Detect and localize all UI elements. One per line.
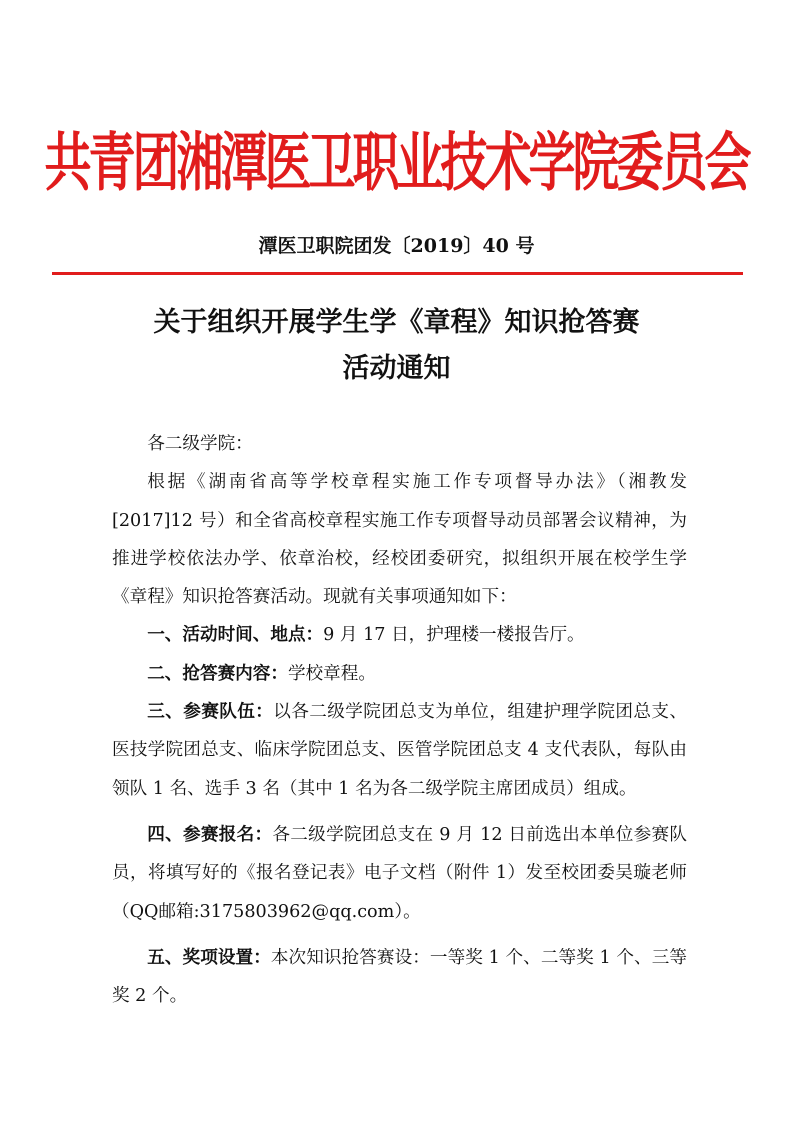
item-text: 学校章程。 bbox=[287, 663, 376, 684]
item-paragraph bbox=[112, 816, 687, 931]
item-paragraph bbox=[112, 939, 687, 1016]
intro-paragraph: 根据《湖南省高等学校章程实施工作专项督导办法》（湘教发[2017]12 号）和全省高校章程实施工作专项督导动员部署会议精神，为推进学校依法办学、依章治校，经校团委研究，拟组织开展在校学生学《章程》知识抢答赛活动。现就有关事项通知如下： bbox=[112, 472, 687, 608]
notice-title bbox=[60, 300, 733, 392]
notice-title-line-1: 关于组织开展学生学《章程》知识抢答赛 bbox=[153, 307, 640, 338]
document-number: 潭医卫职院团发〔2019〕40 号 bbox=[258, 235, 535, 257]
item-heading: 四、参赛报名： bbox=[147, 824, 273, 845]
organization-header: 共青团湘潭医卫职业技术学院委员会 bbox=[44, 126, 749, 201]
item-text: 本次知识抢答赛设：一等奖 1 个、二等奖 1 个、三等奖 2 个。 bbox=[112, 947, 687, 1007]
item-paragraph bbox=[112, 693, 687, 808]
item-paragraph bbox=[112, 655, 687, 693]
item-paragraph bbox=[112, 616, 687, 654]
notice-title-line-2: 活动通知 bbox=[342, 353, 451, 384]
item-text: 各二级学院团总支在 9 月 12 日前选出本单位参赛队员，将填写好的《报名登记表》电子文档（附件 1）发至校团委吴璇老师（QQ邮箱:3175803962@qq.com）。 bbox=[112, 824, 687, 922]
red-divider-line bbox=[52, 272, 743, 275]
item-heading: 二、抢答赛内容： bbox=[147, 663, 288, 684]
item-text: 9 月 17 日，护理楼一楼报告厅。 bbox=[323, 625, 585, 646]
salutation: 各二级学院： bbox=[147, 434, 253, 454]
item-heading: 一、活动时间、地点： bbox=[147, 625, 324, 646]
notice-body bbox=[112, 425, 687, 1015]
item-heading: 三、参赛队伍： bbox=[147, 702, 274, 723]
item-text: 以各二级学院团总支为单位，组建护理学院团总支、医技学院团总支、临床学院团总支、医管学院团总支 4 支代表队，每队由领队 1 名、选手 3 名（其中 1 名为各二级学院主席团成员）组成。 bbox=[112, 702, 687, 799]
item-heading: 五、奖项设置： bbox=[147, 947, 271, 968]
